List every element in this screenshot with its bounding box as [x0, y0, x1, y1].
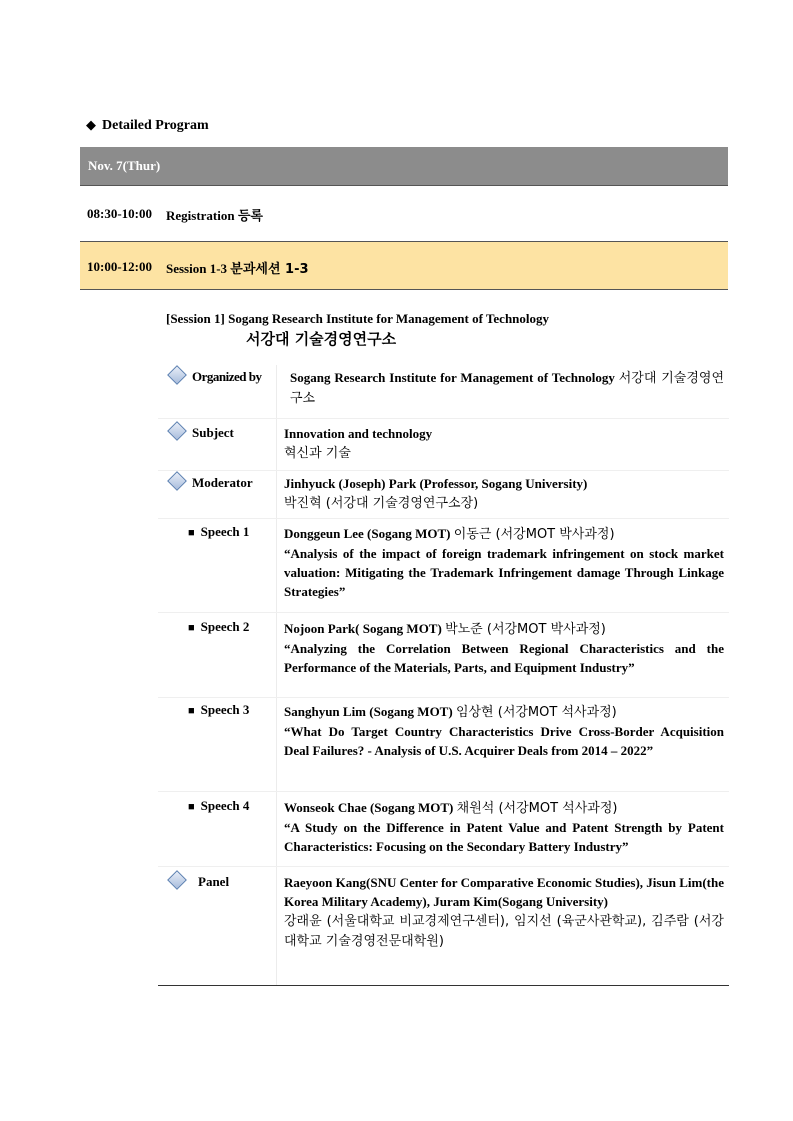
speech-4-title: “A Study on the Difference in Patent Value and Patent Strength by Patent Characteristics: Focusing on the Secondary Battery Industry”	[284, 820, 724, 854]
speech-4-label	[166, 798, 249, 814]
date-label: Nov. 7(Thur)	[88, 158, 161, 173]
row-separator	[158, 866, 729, 867]
speech-3-title: “What Do Target Country Characteristics Drive Cross-Border Acquisition Deal Failures? - Analysis of U.S. Acquirer Deals from 2014 – 2022”	[284, 724, 724, 758]
speech-4-content	[284, 798, 724, 856]
registration-title-en: Registration	[166, 208, 235, 223]
subject-label-text: Subject	[192, 425, 234, 440]
subject-label	[166, 424, 234, 441]
speech-1-speaker: Donggeun Lee (Sogang MOT)	[284, 526, 451, 541]
organized-by-label-text: Organized by	[192, 369, 262, 384]
row-separator	[158, 612, 729, 613]
organized-by-label	[166, 368, 261, 385]
panel-names-kr: 강래윤 (서울대학교 비교경제연구센터), 임지선 (육군사관학교), 김주람 (서강대학교 기술경영전문대학원)	[284, 914, 724, 949]
session1-title: [Session 1] Sogang Research Institute for Management of Technology	[166, 311, 550, 326]
speech-2-speaker: Nojoon Park( Sogang MOT)	[284, 621, 442, 636]
session-title-en: Session 1-3	[166, 261, 228, 276]
session1-title-kr: 서강대 기술경영연구소	[246, 330, 397, 348]
subject-content	[284, 424, 724, 463]
moderator-label	[166, 474, 253, 491]
organizer-name-kr: 서강대 기술경영연구소	[290, 371, 725, 406]
subject-text: Innovation and technology	[284, 426, 433, 441]
speech-3-label-text: Speech 3	[200, 702, 250, 717]
speech-4-speaker-kr: 채원석 (서강MOT 석사과정)	[456, 801, 618, 816]
row-separator	[158, 697, 729, 698]
speech-1-label	[166, 524, 249, 540]
square-bullet-icon: ■	[188, 622, 195, 634]
subject-text-kr: 혁신과 기술	[284, 446, 351, 461]
row-separator	[158, 470, 729, 471]
speech-3-speaker: Sanghyun Lim (Sogang MOT)	[284, 704, 453, 719]
speech-1-title: “Analysis of the impact of foreign trademark infringement on stock market valuation: Mitigating the Trademark Infringement damage Through Linkage Strategies”	[284, 546, 724, 599]
square-bullet-icon: ■	[188, 527, 195, 539]
registration-time: 08:30-10:00	[87, 206, 152, 221]
session-time: 10:00-12:00	[87, 259, 152, 274]
panel-label	[166, 873, 229, 890]
diamond-bullet-icon: ◆	[86, 117, 96, 132]
speech-1-speaker-kr: 이동근 (서강MOT 박사과정)	[453, 527, 615, 542]
speech-2-label-text: Speech 2	[200, 619, 250, 634]
heading-text: Detailed Program	[102, 118, 209, 133]
row-separator	[158, 791, 729, 792]
panel-content	[284, 873, 724, 951]
speech-2-title: “Analyzing the Correlation Between Regional Characteristics and the Performance of the Materials, Parts, and Equipment Industry”	[284, 641, 724, 675]
speech-1-content	[284, 524, 724, 601]
speech-4-label-text: Speech 4	[200, 798, 250, 813]
moderator-label-text: Moderator	[192, 475, 253, 490]
speech-2-content	[284, 619, 724, 677]
speech-3-speaker-kr: 임상현 (서강MOT 석사과정)	[455, 705, 617, 720]
date-bar	[80, 147, 728, 186]
diamond-icon	[167, 870, 187, 890]
speech-3-label	[166, 702, 249, 718]
registration-title	[166, 205, 263, 224]
session-title	[166, 258, 309, 277]
row-separator	[158, 418, 729, 419]
moderator-name-kr: 박진혁 (서강대 기술경영연구소장)	[284, 496, 479, 511]
section-heading	[86, 117, 209, 134]
registration-row	[80, 186, 728, 242]
organized-by-content	[290, 368, 724, 408]
session-row	[80, 242, 728, 290]
row-separator	[158, 518, 729, 519]
moderator-name: Jinhyuck (Joseph) Park (Professor, Sogang University)	[284, 476, 588, 491]
moderator-content	[284, 474, 724, 513]
bottom-rule	[158, 985, 729, 986]
speech-4-speaker: Wonseok Chae (Sogang MOT)	[284, 800, 454, 815]
panel-names: Raeyoon Kang(SNU Center for Comparative Economic Studies), Jisun Lim(the Korea Military Academy), Juram Kim(Sogang University)	[284, 875, 724, 909]
registration-title-kr: 등록	[237, 209, 263, 224]
speech-2-speaker-kr: 박노준 (서강MOT 박사과정)	[445, 622, 606, 637]
diamond-icon	[167, 471, 187, 491]
speech-2-label	[166, 619, 249, 635]
square-bullet-icon: ■	[188, 705, 195, 717]
organizer-name: Sogang Research Institute for Management of Technology	[290, 370, 615, 385]
diamond-icon	[167, 421, 187, 441]
session-title-kr: 분과세션 1-3	[230, 262, 309, 277]
column-divider	[276, 365, 277, 985]
speech-1-label-text: Speech 1	[200, 524, 250, 539]
square-bullet-icon: ■	[188, 801, 195, 813]
speech-3-content	[284, 702, 724, 760]
diamond-icon	[167, 365, 187, 385]
panel-label-text: Panel	[198, 874, 230, 889]
